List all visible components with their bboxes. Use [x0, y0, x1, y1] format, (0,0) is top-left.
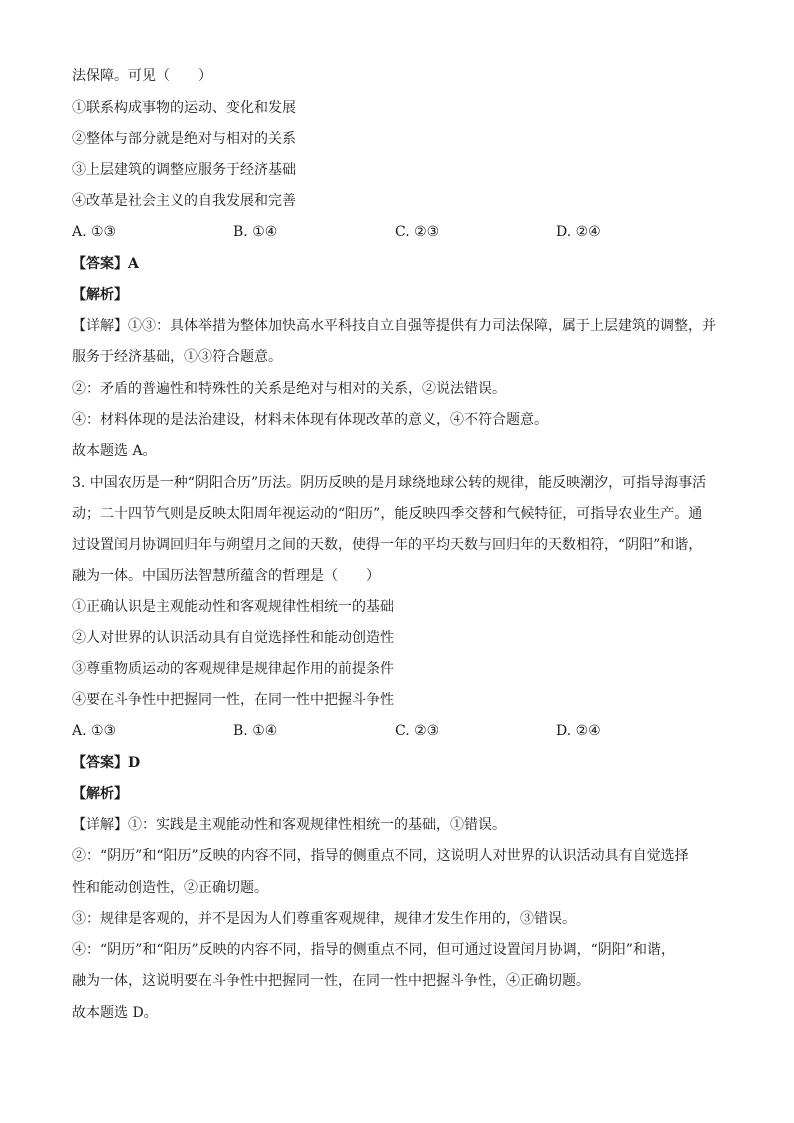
- q2-detail-line-3: ②：矛盾的普遍性和特殊性的关系是绝对与相对的关系，②说法错误。: [72, 381, 506, 397]
- q2-detail-line-2: 服务于经济基础，①③符合题意。: [72, 349, 282, 365]
- q2-detail-line-5: 故本题选 A。: [72, 443, 157, 459]
- q2-statement-2: ②整体与部分就是绝对与相对的关系: [72, 131, 296, 147]
- q3-analysis-label: 【解析】: [72, 786, 128, 802]
- q3-detail-line-5: ④：“阴历”和“阳历”反映的内容不同，指导的侧重点不同，但可通过设置闰月协调，“阴阳”和谐，: [72, 942, 675, 958]
- q2-statement-4: ④改革是社会主义的自我发展和完善: [72, 193, 296, 209]
- q3-detail-line-4: ③：规律是客观的，并不是因为人们尊重客观规律，规律才发生作用的，③错误。: [72, 911, 576, 927]
- q2-statement-1: ①联系构成事物的运动、变化和发展: [72, 100, 296, 116]
- q3-detail-line-6: 融为一体，这说明要在斗争性中把握同一性，在同一性中把握斗争性，④正确切题。: [72, 973, 590, 989]
- q3-option-c: C. ②③: [395, 723, 440, 739]
- q3-detail-line-1: 【详解】①：实践是主观能动性和客观规律性相统一的基础，①错误。: [72, 817, 506, 833]
- q3-detail-line-3: 性和能动创造性，②正确切题。: [72, 880, 268, 896]
- q2-option-b: B. ①④: [233, 224, 278, 240]
- q3-statement-2: ②人对世界的认识活动具有自觉选择性和能动创造性: [72, 630, 394, 646]
- q3-stem-line-4: 融为一体。中国历法智慧所蕴含的哲理是（ ）: [72, 568, 380, 584]
- q3-stem-line-3: 过设置闰月协调回归年与朔望月之间的天数，使得一年的平均天数与回归年的天数相符，“阴阳”和谐，: [72, 537, 703, 553]
- q3-option-d: D. ②④: [556, 723, 601, 739]
- q3-option-a: A. ①③: [72, 723, 117, 739]
- q3-answer: 【答案】D: [72, 755, 141, 771]
- q2-option-c: C. ②③: [395, 224, 440, 240]
- q2-statement-3: ③上层建筑的调整应服务于经济基础: [72, 162, 296, 178]
- q3-statement-4: ④要在斗争性中把握同一性，在同一性中把握斗争性: [72, 692, 394, 708]
- q2-stem-tail: 法保障。可见（ ）: [72, 68, 212, 84]
- q2-option-a: A. ①③: [72, 224, 117, 240]
- q2-answer: 【答案】A: [72, 256, 139, 272]
- q2-detail-line-1: 【详解】①③：具体举措为整体加快高水平科技自立自强等提供有力司法保障，属于上层建筑的调整，并: [72, 318, 716, 334]
- q3-detail-line-7: 故本题选 D。: [72, 1005, 158, 1021]
- q2-detail-line-4: ④：材料体现的是法治建设，材料未体现有体现改革的意义，④不符合题意。: [72, 412, 548, 428]
- q2-option-d: D. ②④: [556, 224, 601, 240]
- q3-option-b: B. ①④: [233, 723, 278, 739]
- q3-detail-line-2: ②：“阴历”和“阳历”反映的内容不同，指导的侧重点不同，这说明人对世界的认识活动具有自觉选择: [72, 848, 689, 864]
- q3-statement-1: ①正确认识是主观能动性和客观规律性相统一的基础: [72, 599, 394, 615]
- q3-statement-3: ③尊重物质运动的客观规律是规律起作用的前提条件: [72, 661, 394, 677]
- q3-stem-line-1: 3. 中国农历是一种“阴阳合历”历法。阴历反映的是月球绕地球公转的规律，能反映潮汐，可指导海事活: [72, 475, 707, 491]
- q3-stem-line-2: 动；二十四节气则是反映太阳周年视运动的“阳历”，能反映四季交替和气候特征，可指导农业生产。通: [72, 506, 703, 522]
- q2-analysis-label: 【解析】: [72, 287, 128, 303]
